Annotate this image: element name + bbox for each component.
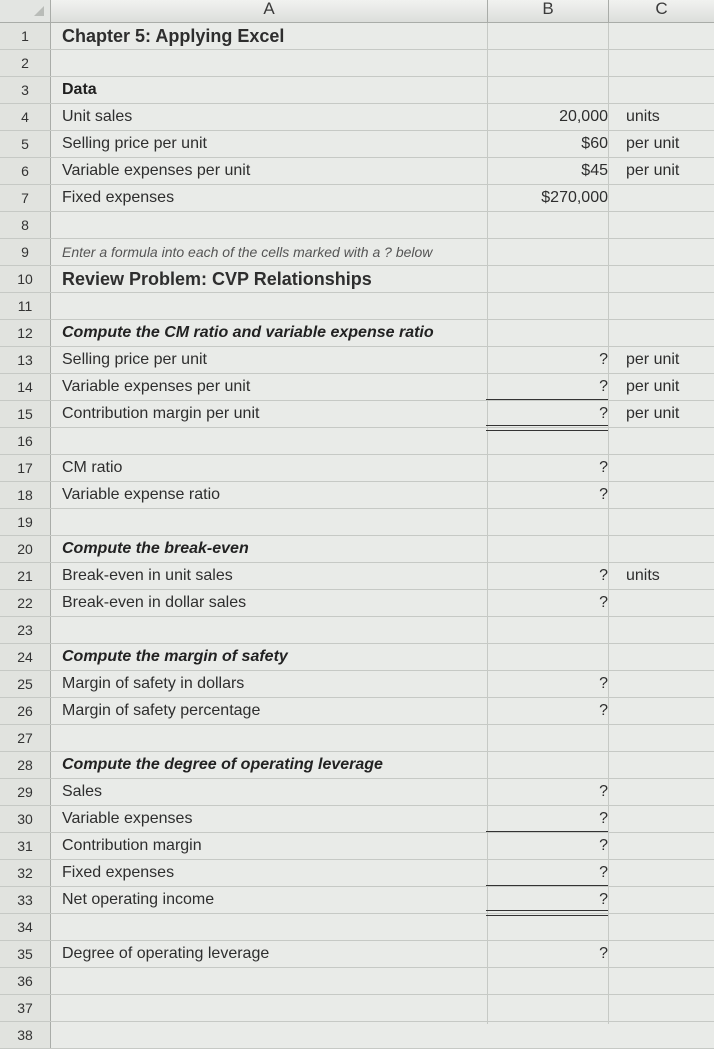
sheet-row bbox=[0, 914, 714, 941]
cell-a[interactable]: Fixed expenses bbox=[62, 864, 175, 881]
column-header-a[interactable]: A bbox=[51, 0, 488, 22]
cell-a[interactable]: Degree of operating leverage bbox=[62, 945, 270, 962]
row-number[interactable]: 17 bbox=[0, 455, 51, 481]
cell-b[interactable]: ? bbox=[599, 486, 608, 503]
row-number[interactable]: 31 bbox=[0, 833, 51, 859]
single-underline bbox=[486, 885, 608, 886]
sheet-row bbox=[0, 590, 714, 617]
cell-c[interactable]: per unit bbox=[626, 405, 680, 422]
cell-a[interactable]: Contribution margin per unit bbox=[62, 405, 260, 422]
cell-a[interactable]: Sales bbox=[62, 783, 103, 800]
sheet-row bbox=[0, 563, 714, 590]
row-number[interactable]: 16 bbox=[0, 428, 51, 454]
select-all-corner[interactable] bbox=[0, 0, 51, 22]
cell-a[interactable]: Compute the CM ratio and variable expense ratio bbox=[62, 324, 434, 341]
cell-b[interactable]: ? bbox=[599, 594, 608, 611]
row-number[interactable]: 2 bbox=[0, 50, 51, 76]
sheet-row bbox=[0, 239, 714, 266]
sheet-row bbox=[0, 509, 714, 536]
row-number[interactable]: 26 bbox=[0, 698, 51, 724]
single-underline bbox=[486, 831, 608, 832]
cell-c[interactable]: per unit bbox=[626, 378, 680, 395]
cell-b[interactable]: ? bbox=[599, 351, 608, 368]
cell-a[interactable]: Review Problem: CVP Relationships bbox=[62, 269, 372, 289]
cell-b[interactable]: $270,000 bbox=[541, 189, 608, 206]
cell-a[interactable]: Variable expenses bbox=[62, 810, 193, 827]
cell-c[interactable]: units bbox=[626, 108, 660, 125]
sheet-row bbox=[0, 50, 714, 77]
sheet-row bbox=[0, 23, 714, 50]
cell-a[interactable]: Compute the degree of operating leverage bbox=[62, 756, 383, 773]
row-number[interactable]: 23 bbox=[0, 617, 51, 643]
sheet-row bbox=[0, 401, 714, 428]
cell-a[interactable]: Chapter 5: Applying Excel bbox=[62, 26, 285, 46]
sheet-row bbox=[0, 860, 714, 887]
spreadsheet-grid bbox=[0, 23, 714, 1049]
row-number[interactable]: 3 bbox=[0, 77, 51, 103]
cell-a[interactable]: Variable expenses per unit bbox=[62, 378, 251, 395]
cell-b[interactable]: ? bbox=[599, 378, 608, 395]
cell-a[interactable]: Variable expense ratio bbox=[62, 486, 221, 503]
cell-a[interactable]: Data bbox=[62, 81, 97, 98]
sheet-row bbox=[0, 131, 714, 158]
cell-a[interactable]: Variable expenses per unit bbox=[62, 162, 251, 179]
cell-b[interactable]: ? bbox=[599, 783, 608, 800]
sheet-row bbox=[0, 320, 714, 347]
row-number[interactable]: 8 bbox=[0, 212, 51, 238]
cell-a[interactable]: Contribution margin bbox=[62, 837, 202, 854]
row-number[interactable]: 20 bbox=[0, 536, 51, 562]
row-number[interactable]: 28 bbox=[0, 752, 51, 778]
row-number[interactable]: 4 bbox=[0, 104, 51, 130]
row-number[interactable]: 6 bbox=[0, 158, 51, 184]
row-number[interactable]: 13 bbox=[0, 347, 51, 373]
row-number[interactable]: 9 bbox=[0, 239, 51, 265]
column-header-c[interactable]: C bbox=[655, 0, 668, 18]
cell-b[interactable]: $60 bbox=[581, 135, 608, 152]
cell-a[interactable]: Selling price per unit bbox=[62, 135, 207, 152]
row-number[interactable]: 18 bbox=[0, 482, 51, 508]
row-number[interactable]: 1 bbox=[0, 23, 51, 49]
cell-c[interactable]: units bbox=[626, 567, 660, 584]
row-number[interactable]: 5 bbox=[0, 131, 51, 157]
cell-b[interactable]: ? bbox=[599, 459, 608, 476]
row-number[interactable]: 25 bbox=[0, 671, 51, 697]
sheet-row bbox=[0, 374, 714, 401]
row-number[interactable]: 37 bbox=[0, 995, 51, 1021]
sheet-row bbox=[0, 752, 714, 779]
sheet-row bbox=[0, 644, 714, 671]
sheet-row bbox=[0, 347, 714, 374]
sheet-row bbox=[0, 779, 714, 806]
cell-b[interactable]: ? bbox=[599, 837, 608, 854]
row-number[interactable]: 7 bbox=[0, 185, 51, 211]
cell-b[interactable]: 20,000 bbox=[559, 108, 608, 125]
cell-b[interactable]: ? bbox=[599, 891, 608, 908]
row-number[interactable]: 38 bbox=[0, 1022, 51, 1048]
row-number[interactable]: 14 bbox=[0, 374, 51, 400]
cell-b[interactable]: ? bbox=[599, 702, 608, 719]
row-number[interactable]: 33 bbox=[0, 887, 51, 913]
column-header-bar bbox=[0, 0, 714, 23]
sheet-row bbox=[0, 968, 714, 995]
row-number[interactable]: 27 bbox=[0, 725, 51, 751]
cell-b[interactable]: ? bbox=[599, 810, 608, 827]
sheet-row bbox=[0, 266, 714, 293]
cell-a[interactable]: Net operating income bbox=[62, 891, 215, 908]
sheet-row bbox=[0, 671, 714, 698]
sheet-row bbox=[0, 806, 714, 833]
row-number[interactable]: 36 bbox=[0, 968, 51, 994]
row-number[interactable]: 15 bbox=[0, 401, 51, 427]
cell-b[interactable]: ? bbox=[599, 864, 608, 881]
cell-a[interactable]: Fixed expenses bbox=[62, 189, 175, 206]
select-all-triangle-icon bbox=[34, 6, 44, 16]
sheet-row bbox=[0, 833, 714, 860]
sheet-row bbox=[0, 941, 714, 968]
row-number[interactable]: 24 bbox=[0, 644, 51, 670]
cell-c[interactable]: per unit bbox=[626, 162, 680, 179]
cell-a[interactable]: Break-even in unit sales bbox=[62, 567, 233, 584]
cell-a[interactable]: Break-even in dollar sales bbox=[62, 594, 247, 611]
sheet-row bbox=[0, 212, 714, 239]
cell-b[interactable]: ? bbox=[599, 405, 608, 422]
row-number[interactable]: 32 bbox=[0, 860, 51, 886]
sheet-row bbox=[0, 536, 714, 563]
sheet-row bbox=[0, 725, 714, 752]
sheet-row bbox=[0, 455, 714, 482]
cell-a[interactable]: Enter a formula into each of the cells marked with a ? below bbox=[62, 244, 433, 260]
cell-c[interactable]: per unit bbox=[626, 135, 680, 152]
cell-a[interactable]: Margin of safety percentage bbox=[62, 702, 261, 719]
sheet-row bbox=[0, 185, 714, 212]
cell-a[interactable]: Compute the break-even bbox=[62, 540, 249, 557]
row-number[interactable]: 21 bbox=[0, 563, 51, 589]
sheet-row bbox=[0, 428, 714, 455]
row-number[interactable]: 30 bbox=[0, 806, 51, 832]
cell-b[interactable]: ? bbox=[599, 567, 608, 584]
sheet-row bbox=[0, 158, 714, 185]
cell-b[interactable]: ? bbox=[599, 675, 608, 692]
row-number[interactable]: 11 bbox=[0, 293, 51, 319]
column-header-b[interactable]: B bbox=[488, 0, 609, 22]
row-number[interactable]: 22 bbox=[0, 590, 51, 616]
cell-b[interactable]: ? bbox=[599, 945, 608, 962]
cell-a[interactable]: CM ratio bbox=[62, 459, 123, 476]
row-number[interactable]: 29 bbox=[0, 779, 51, 805]
row-number[interactable]: 19 bbox=[0, 509, 51, 535]
sheet-row bbox=[0, 104, 714, 131]
cell-c[interactable]: per unit bbox=[626, 351, 680, 368]
sheet-row bbox=[0, 1022, 714, 1049]
cell-a[interactable]: Margin of safety in dollars bbox=[62, 675, 245, 692]
sheet-row bbox=[0, 77, 714, 104]
cell-a[interactable]: Unit sales bbox=[62, 108, 133, 125]
sheet-row bbox=[0, 617, 714, 644]
cell-a[interactable]: Compute the margin of safety bbox=[62, 648, 288, 665]
sheet-row bbox=[0, 293, 714, 320]
row-number[interactable]: 12 bbox=[0, 320, 51, 346]
sheet-row bbox=[0, 995, 714, 1022]
sheet-row bbox=[0, 887, 714, 914]
cell-a[interactable]: Selling price per unit bbox=[62, 351, 207, 368]
row-number[interactable]: 10 bbox=[0, 266, 51, 292]
row-number[interactable]: 35 bbox=[0, 941, 51, 967]
row-number[interactable]: 34 bbox=[0, 914, 51, 940]
sheet-row bbox=[0, 482, 714, 509]
cell-b[interactable]: $45 bbox=[581, 162, 608, 179]
single-underline bbox=[486, 399, 608, 400]
sheet-row bbox=[0, 698, 714, 725]
